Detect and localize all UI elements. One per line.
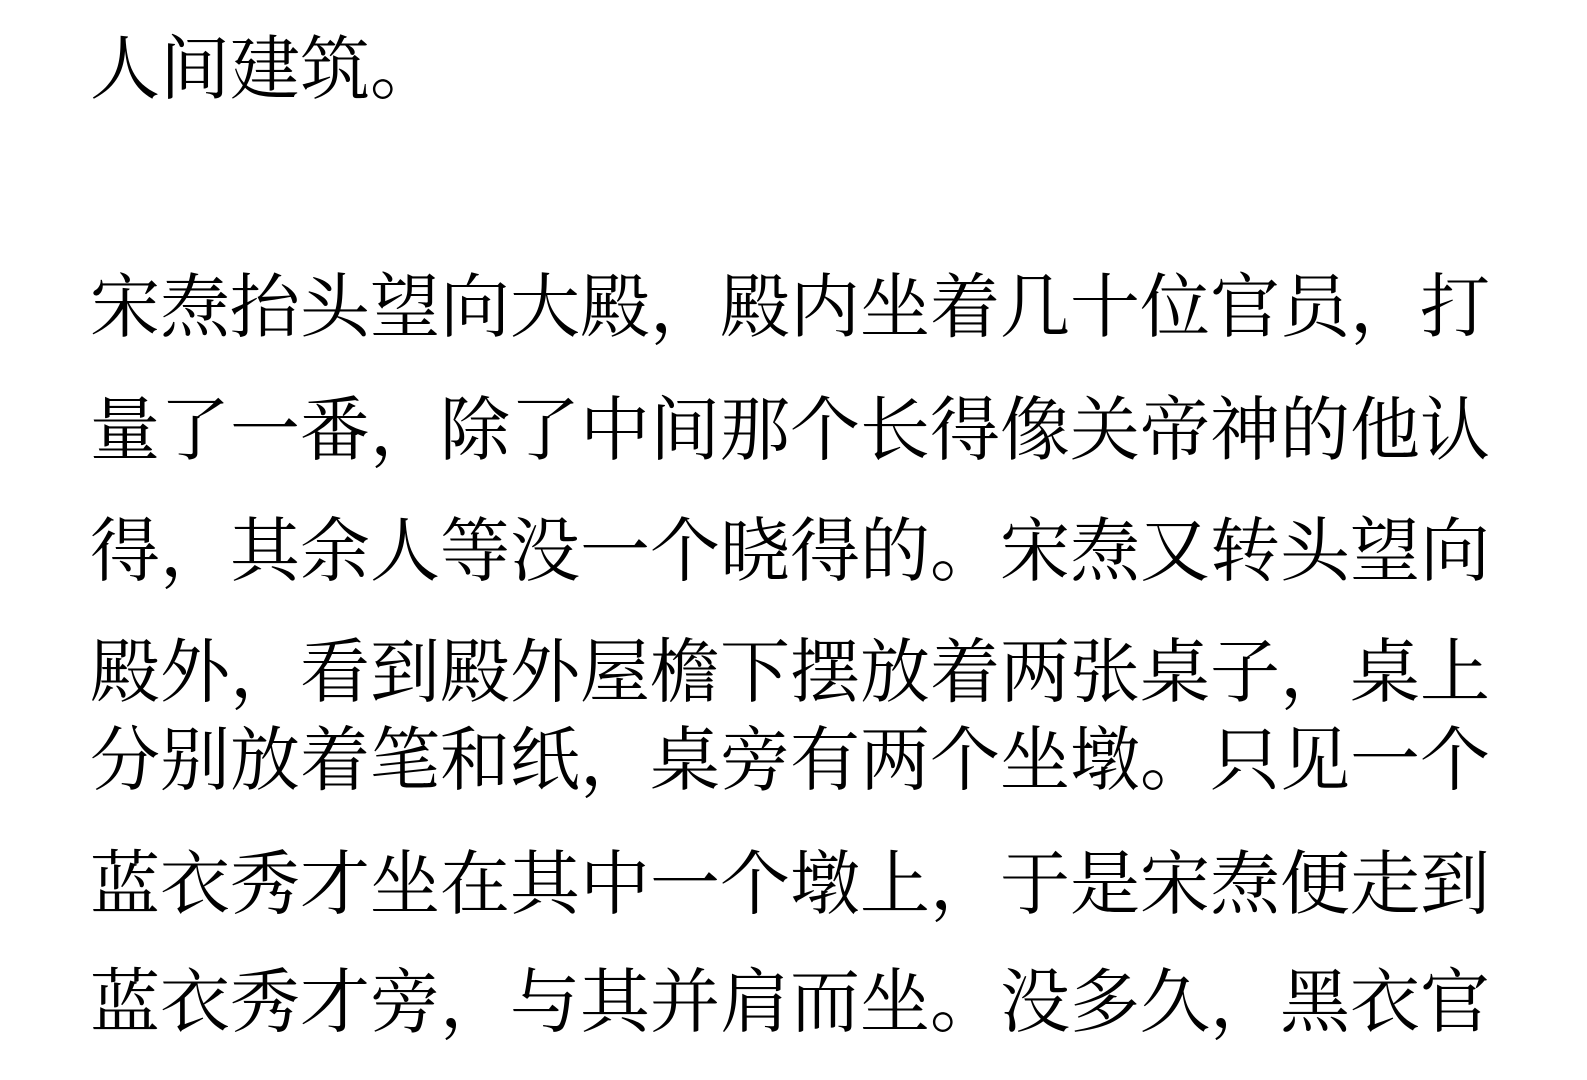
paragraph-line-5: 分别放着笔和纸，桌旁有两个坐墩。只见一个 (90, 721, 1490, 799)
paragraph-line-7: 蓝衣秀才旁，与其并肩而坐。没多久，黑衣官 (90, 963, 1490, 1041)
paragraph-line-3: 得，其余人等没一个晓得的。宋焘又转头望向 (90, 512, 1490, 590)
paragraph-line-2: 量了一番，除了中间那个长得像关帝神的他认 (90, 391, 1490, 469)
previous-paragraph-end-line: 人间建筑。 (90, 30, 440, 108)
paragraph-line-4: 殿外，看到殿外屋檐下摆放着两张桌子，桌上 (90, 633, 1490, 711)
paragraph-line-1: 宋焘抬头望向大殿，殿内坐着几十位官员，打 (90, 268, 1490, 346)
paragraph-line-6: 蓝衣秀才坐在其中一个墩上，于是宋焘便走到 (90, 845, 1490, 923)
